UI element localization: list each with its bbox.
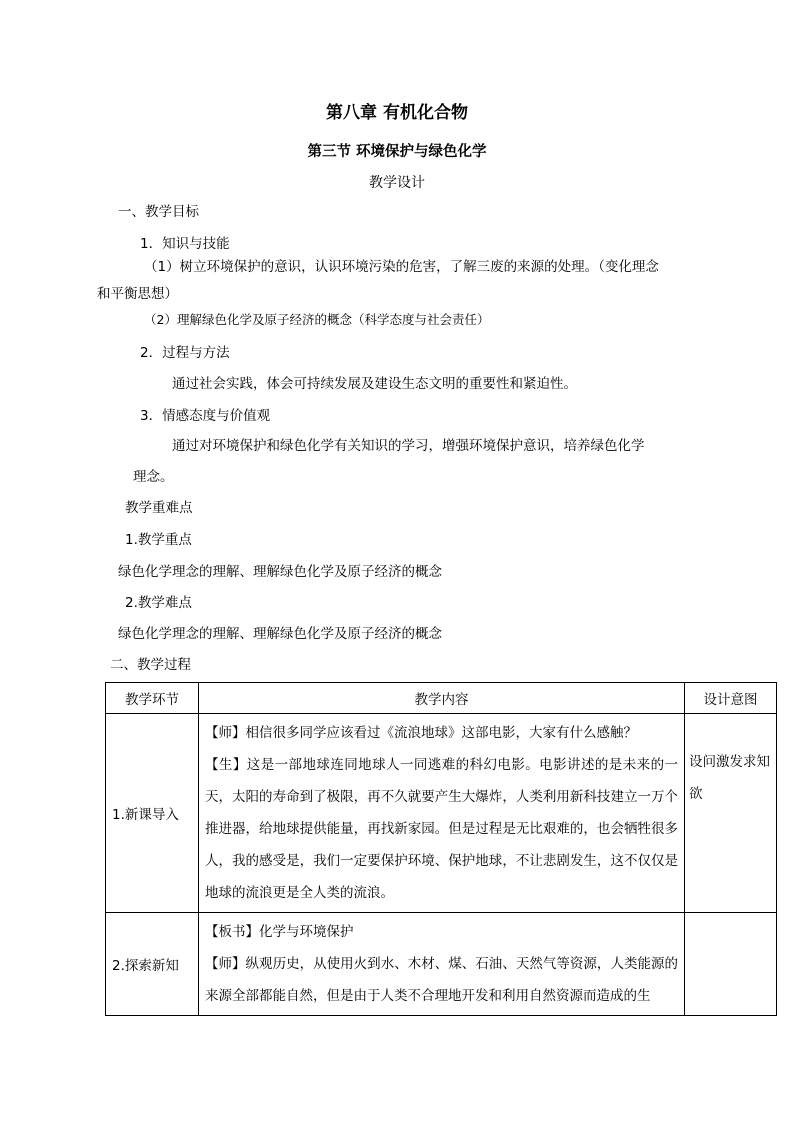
key-points-title: 1.教学重点 <box>125 532 192 548</box>
stage-cell: 1.新课导入 <box>106 714 199 913</box>
key-points-text: 绿色化学理念的理解、理解绿色化学及原子经济的概念 <box>118 564 442 580</box>
objectives-heading: 一、教学目标 <box>118 204 199 220</box>
emotion-values-text: 通过对环境保护和绿色化学有关知识的学习，增强环境保护意识，培养绿色化学 <box>172 438 645 454</box>
emotion-values-text-cont: 理念。 <box>133 469 174 485</box>
content-cell <box>199 913 685 1016</box>
key-points-heading: 教学重难点 <box>125 500 193 516</box>
knowledge-item-1: （1）树立环境保护的意识，认识环境污染的危害，了解三废的来源的处理。（变化理念 <box>144 259 659 275</box>
content-cell <box>199 714 685 913</box>
process-method-text: 通过社会实践，体会可持续发展及建设生态文明的重要性和紧迫性。 <box>172 376 577 392</box>
emotion-values-title: 3．情感态度与价值观 <box>140 408 271 424</box>
difficult-points-title: 2.教学难点 <box>125 595 192 611</box>
column-header-content: 教学内容 <box>199 683 685 714</box>
table-header-row <box>106 683 777 714</box>
column-header-intent: 设计意图 <box>685 683 777 714</box>
table-row <box>106 913 777 1016</box>
stage-cell: 2.探索新知 <box>106 913 199 1016</box>
difficult-points-text: 绿色化学理念的理解、理解绿色化学及原子经济的概念 <box>118 626 442 642</box>
section-title: 第三节 环境保护与绿色化学 <box>307 144 487 160</box>
knowledge-item-2: （2）理解绿色化学及原子经济的概念（科学态度与社会责任） <box>144 312 490 327</box>
process-method-title: 2．过程与方法 <box>140 345 230 361</box>
intent-cell: 设问激发求知欲 <box>685 714 777 913</box>
knowledge-skills-title: 1．知识与技能 <box>140 236 230 252</box>
content-line: 【板书】化学与环境保护 <box>205 924 354 940</box>
document-type: 教学设计 <box>369 175 425 191</box>
chapter-title: 第八章 有机化合物 <box>326 103 468 123</box>
table-row <box>106 714 777 913</box>
content-line: 【师】纵观历史，从使用火到水、木材、煤、石油、天然气等资源，人类能源的来源全部都能自然，但是由于人类不合理地开发和利用自然资源而造成的生 <box>205 956 678 1004</box>
intent-cell <box>685 913 777 1016</box>
column-header-stage: 教学环节 <box>106 683 199 714</box>
teaching-process-table <box>105 682 777 1016</box>
knowledge-item-1-cont: 和平衡思想） <box>97 286 178 302</box>
process-heading: 二、教学过程 <box>110 657 191 673</box>
content-line: 【生】这是一部地球连同地球人一同逃难的科幻电影。电影讲述的是未来的一天，太阳的寿命到了极限，再不久就要产生大爆炸，人类利用新科技建立一万个推进器，给地球提供能量，再找新家园。但是过程是无比艰难的，也会牺牲很多人，我的感受是，我们一定要保护环境、保护地球，不让悲剧发生，这不仅仅是地球的流浪更是全人类的流浪。 <box>205 757 678 901</box>
content-line: 【师】相信很多同学应该看过《流浪地球》这部电影，大家有什么感触？ <box>205 725 637 741</box>
